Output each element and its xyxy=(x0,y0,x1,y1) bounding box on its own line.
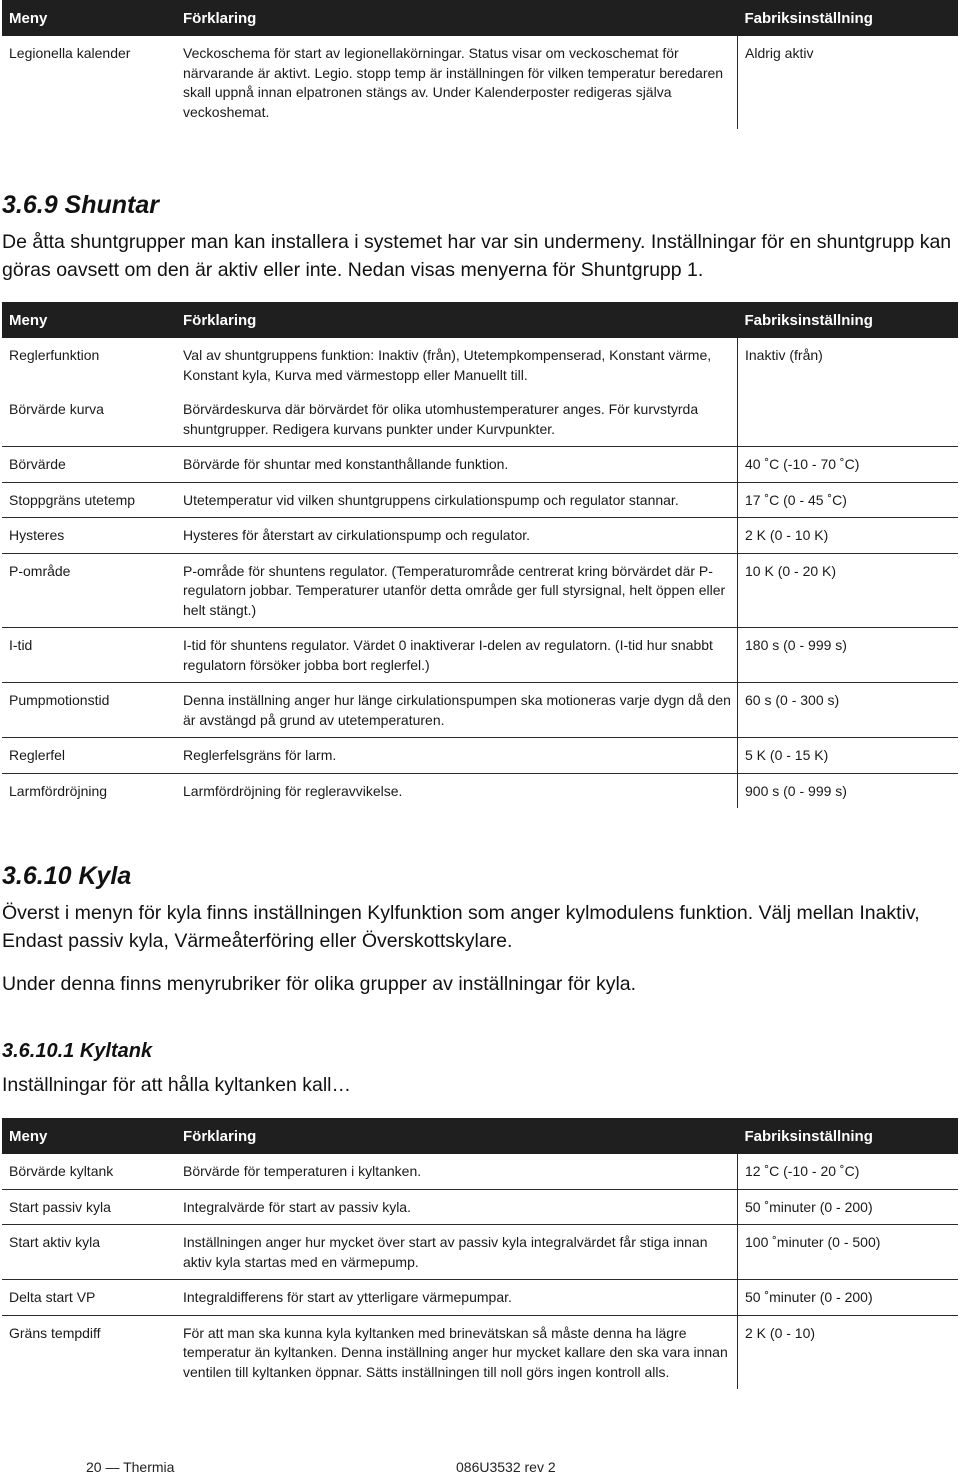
table-row xyxy=(2,1315,958,1389)
menu-cell: Delta start VP xyxy=(2,1280,176,1316)
factory-cell: 10 K (0 - 20 K) xyxy=(738,553,959,628)
menu-cell: Hysteres xyxy=(2,518,176,554)
legionella-table xyxy=(2,0,958,129)
kyla-paragraph-1: Överst i menyn för kyla finns inställningen Kylfunktion som anger kylmodulens funktion. Välj mellan Inaktiv, Endast passiv kyla, Värmeåterföring eller Överskottskylare. xyxy=(2,902,920,952)
table-row xyxy=(2,738,958,774)
table-row xyxy=(2,683,958,738)
factory-cell xyxy=(738,392,959,447)
header-explanation: Förklaring xyxy=(176,0,738,36)
section-heading-kyltank: 3.6.10.1 Kyltank xyxy=(2,1040,153,1062)
table-row xyxy=(2,553,958,628)
table-row xyxy=(2,628,958,683)
menu-cell: Legionella kalender xyxy=(9,45,131,61)
menu-cell: Reglerfunktion xyxy=(9,347,100,363)
explanation-cell: Hysteres för återstart av cirkulationspump och regulator. xyxy=(176,518,738,554)
table-row xyxy=(2,447,958,483)
table-row xyxy=(2,338,958,392)
table-row xyxy=(2,518,958,554)
shunt-table xyxy=(2,302,958,808)
explanation-cell: Denna inställning anger hur länge cirkulationspumpen ska motioneras varje dygn då den är avstängd på grund av utetemperaturen. xyxy=(176,683,738,738)
header-menu: Meny xyxy=(2,1118,176,1154)
table-row xyxy=(2,773,958,808)
table-row xyxy=(2,1280,958,1316)
factory-cell: 180 s (0 - 999 s) xyxy=(738,628,959,683)
factory-cell: 100 ˚minuter (0 - 500) xyxy=(738,1225,959,1280)
menu-cell: Start aktiv kyla xyxy=(2,1225,176,1280)
explanation-cell: Börvärde för temperaturen i kyltanken. xyxy=(176,1154,738,1189)
table-row xyxy=(2,392,958,447)
header-menu: Meny xyxy=(2,0,176,36)
header-explanation: Förklaring xyxy=(176,1118,738,1154)
kyltank-intro: Inställningar för att hålla kyltanken kall… xyxy=(2,1074,352,1096)
table-row xyxy=(2,482,958,518)
table-row xyxy=(2,1189,958,1225)
menu-cell: Start passiv kyla xyxy=(2,1189,176,1225)
explanation-cell: Veckoschema för start av legionellakörningar. Status visar om veckoschemat för närvarande är aktivt. Legio. stopp temp är inställningen för vilken temperatur beredaren skall uppnå innan elpatronen stängs av. Under Kalenderposter redigeras själva veckoshemat. xyxy=(176,36,738,129)
table-row xyxy=(2,1154,958,1189)
menu-cell: Larmfördröjning xyxy=(9,782,108,799)
menu-cell: Börvärde kurva xyxy=(2,392,176,447)
menu-cell: I-tid xyxy=(2,628,176,683)
explanation-cell: P-område för shuntens regulator. (Temperaturområde centrerat kring börvärdet där P-regulatorn jobbar. Temperaturer utanför detta område ger full styrsignal, helt öppen eller helt stängt.) xyxy=(176,553,738,628)
header-factory: Fabriksinställning xyxy=(738,0,959,36)
explanation-cell: Börvärdeskurva där börvärdet för olika utomhustemperaturer anges. För kurvstyrda shuntgrupper. Redigera kurvans punkter under Kurvpunkter. xyxy=(176,392,738,447)
explanation-cell: Börvärde för shuntar med konstanthållande funktion. xyxy=(176,447,738,483)
header-explanation: Förklaring xyxy=(176,302,738,338)
factory-cell: Inaktiv (från) xyxy=(745,347,823,363)
explanation-cell: I-tid för shuntens regulator. Värdet 0 inaktiverar I-delen av regulatorn. (I-tid hur snabbt regulatorn försöker jobba bort reglerfel.) xyxy=(176,628,738,683)
factory-cell: 2 K (0 - 10) xyxy=(745,1324,816,1341)
explanation-cell: För att man ska kunna kyla kyltanken med brinevätskan så måste denna ha lägre temperatur än kyltanken. Denna inställning anger hur mycket kallare den ska vara innan ventilen till kyltanken öppnar. Sätts inställningen till noll görs ingen kontroll alls. xyxy=(176,1315,738,1389)
section-heading-shuntar: 3.6.9 Shuntar xyxy=(2,191,159,219)
explanation-cell: Utetemperatur vid vilken shuntgruppens cirkulationspump och regulator stannar. xyxy=(176,482,738,518)
explanation-cell: Reglerfelsgräns för larm. xyxy=(176,738,738,774)
explanation-cell: Inställningen anger hur mycket över start av passiv kyla integralvärdet får stiga innan aktiv kyla startas med en värmepump. xyxy=(176,1225,738,1280)
factory-cell: 900 s (0 - 999 s) xyxy=(745,782,847,799)
doc-number: 086U3532 rev 2 xyxy=(456,1459,556,1475)
kyla-paragraph-2: Under denna finns menyrubriker för olika grupper av inställningar för kyla. xyxy=(2,973,637,995)
factory-cell: 50 ˚minuter (0 - 200) xyxy=(738,1189,959,1225)
section-heading-kyla: 3.6.10 Kyla xyxy=(2,862,132,890)
header-factory: Fabriksinställning xyxy=(738,302,959,338)
menu-cell: Gräns tempdiff xyxy=(9,1324,101,1341)
factory-cell: 12 ˚C (-10 - 20 ˚C) xyxy=(738,1154,959,1189)
menu-cell: Pumpmotionstid xyxy=(2,683,176,738)
menu-cell: P-område xyxy=(2,553,176,628)
header-factory: Fabriksinställning xyxy=(738,1118,959,1154)
factory-cell: 60 s (0 - 300 s) xyxy=(738,683,959,738)
table-row xyxy=(2,1225,958,1280)
menu-cell: Börvärde kyltank xyxy=(2,1154,176,1189)
factory-cell: 17 ˚C (0 - 45 ˚C) xyxy=(738,482,959,518)
kyltank-table xyxy=(2,1118,958,1389)
factory-cell: 5 K (0 - 15 K) xyxy=(738,738,959,774)
page-footer: 20 — Thermia xyxy=(86,1459,175,1475)
menu-cell: Stoppgräns utetemp xyxy=(2,482,176,518)
explanation-cell: Val av shuntgruppens funktion: Inaktiv (från), Utetempkompenserad, Konstant värme, Konstant kyla, Kurva med värmestopp eller Manuellt till. xyxy=(176,338,738,392)
menu-cell: Reglerfel xyxy=(2,738,176,774)
header-menu: Meny xyxy=(2,302,176,338)
factory-cell: 2 K (0 - 10 K) xyxy=(738,518,959,554)
factory-cell: Aldrig aktiv xyxy=(745,45,814,61)
factory-cell: 40 ˚C (-10 - 70 ˚C) xyxy=(738,447,959,483)
shuntar-intro: De åtta shuntgrupper man kan installera i systemet har var sin undermeny. Inställningar för en shuntgrupp kan göras oavsett om den är aktiv eller inte. Nedan visas menyerna för Shuntgrupp 1. xyxy=(2,231,952,281)
explanation-cell: Integraldifferens för start av ytterligare värmepumpar. xyxy=(176,1280,738,1316)
table-row xyxy=(2,36,958,129)
menu-cell: Börvärde xyxy=(2,447,176,483)
explanation-cell: Larmfördröjning för regleravvikelse. xyxy=(176,773,738,808)
factory-cell: 50 ˚minuter (0 - 200) xyxy=(738,1280,959,1316)
explanation-cell: Integralvärde för start av passiv kyla. xyxy=(176,1189,738,1225)
